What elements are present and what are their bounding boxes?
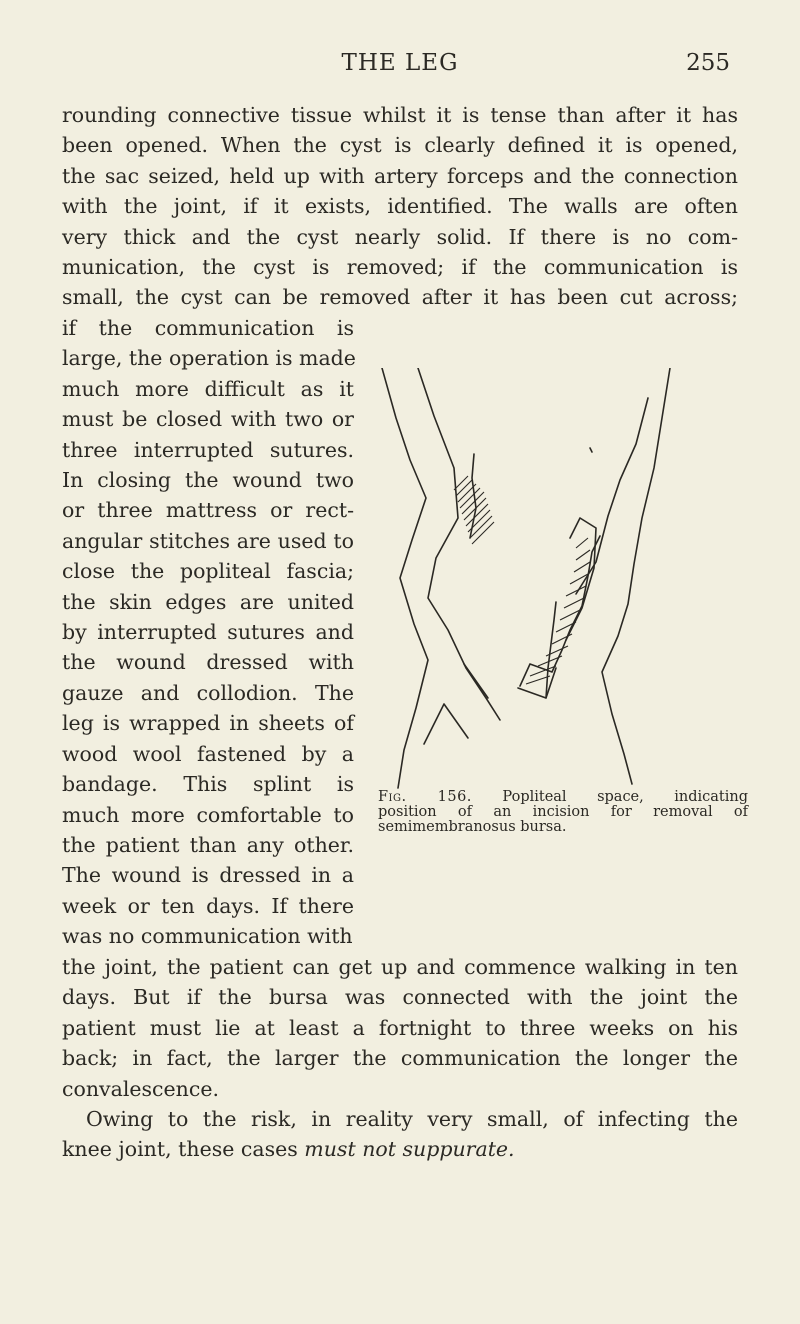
text-line: leg is wrapped in sheets of — [62, 711, 354, 736]
page-number: 255 — [686, 50, 730, 76]
figure-caption — [378, 790, 748, 835]
bursa-outline — [520, 536, 600, 686]
text-line: must be closed with two or — [62, 407, 354, 432]
text-line: Owing to the risk, in reality very small, of infecting the — [86, 1107, 738, 1131]
gastrocnemius-left — [424, 704, 468, 744]
text-line: large, the operation is made — [62, 346, 356, 371]
outer-left-contour — [382, 368, 428, 788]
text-line: patient must lie at least a fortnight to three weeks on his — [62, 1015, 738, 1040]
text-line: much more difficult as it — [62, 376, 354, 401]
text-line: angular stitches are used to — [62, 528, 354, 553]
text-line: back; in fact, the larger the communication the longer the — [62, 1046, 738, 1071]
text-line: been opened. When the cyst is clearly defined it is opened, — [62, 133, 738, 158]
text-line: was no communication with — [62, 924, 353, 949]
emphasized-text: must not suppurate. — [304, 1137, 515, 1162]
text-line: the sac seized, held up with artery forceps and the connection — [62, 163, 738, 188]
left-inner-fold — [464, 664, 488, 698]
text-line: very thick and the cyst nearly solid. If there is no com- — [62, 224, 738, 249]
outer-right-contour — [602, 368, 670, 784]
bursa-base — [518, 668, 556, 698]
text-line: or three mattress or rect- — [62, 498, 354, 523]
text-line: three interrupted sutures. — [62, 437, 354, 462]
text-line: if the communication is — [62, 316, 354, 340]
text-line: week or ten days. If there — [62, 893, 354, 918]
text-line: bandage. This splint is — [62, 772, 354, 797]
page-header — [0, 46, 800, 86]
text-line: by interrupted sutures and — [62, 620, 354, 645]
final-paragraph — [62, 1104, 738, 1165]
text-line: with the joint, if it exists, identified. The walls are often — [62, 194, 738, 219]
top-tick — [590, 448, 592, 452]
running-head: THE LEG — [341, 50, 459, 76]
figure-label: Fig. 156. — [378, 789, 472, 805]
inner-left-contour — [418, 368, 500, 720]
text-line: rounding connective tissue whilst it is tense than after it has — [62, 103, 738, 127]
text-line: days. But if the bursa was connected with the joint the — [62, 985, 738, 1010]
text-fragment: knee joint, these cases — [62, 1137, 305, 1162]
text-line: close the popliteal fascia; — [62, 559, 354, 584]
text-block-narrow — [62, 313, 354, 952]
popliteal-space-illustration — [370, 368, 800, 798]
text-line: In closing the wound two — [62, 468, 354, 493]
text-line: small, the cyst can be removed after it has been cut across; — [62, 285, 738, 310]
text-line: gauze and collodion. The — [62, 680, 354, 705]
text-line: convalescence. — [62, 1076, 219, 1101]
text-line: wood wool fastened by a — [62, 741, 354, 766]
text-line: the patient than any other. — [62, 832, 354, 857]
text-line: much more comfortable to — [62, 802, 354, 827]
text-line — [62, 1134, 738, 1164]
caption-line: position of an incision for removal of — [378, 804, 748, 820]
caption-line: semimembranosus bursa. — [378, 819, 567, 835]
text-line: the joint, the patient can get up and commence walking in ten — [62, 955, 738, 979]
text-line: the skin edges are united — [62, 589, 354, 614]
central-lateral-line — [566, 518, 596, 640]
text-block-bottom — [62, 952, 738, 1104]
caption-line: Popliteal space, indicating — [502, 789, 748, 805]
hatching-upper-left — [454, 476, 494, 544]
text-block-top — [62, 100, 738, 313]
text-line: the wound dressed with — [62, 650, 354, 675]
text-line: The wound is dressed in a — [62, 863, 354, 888]
text-line: munication, the cyst is removed; if the communication is — [62, 255, 738, 280]
